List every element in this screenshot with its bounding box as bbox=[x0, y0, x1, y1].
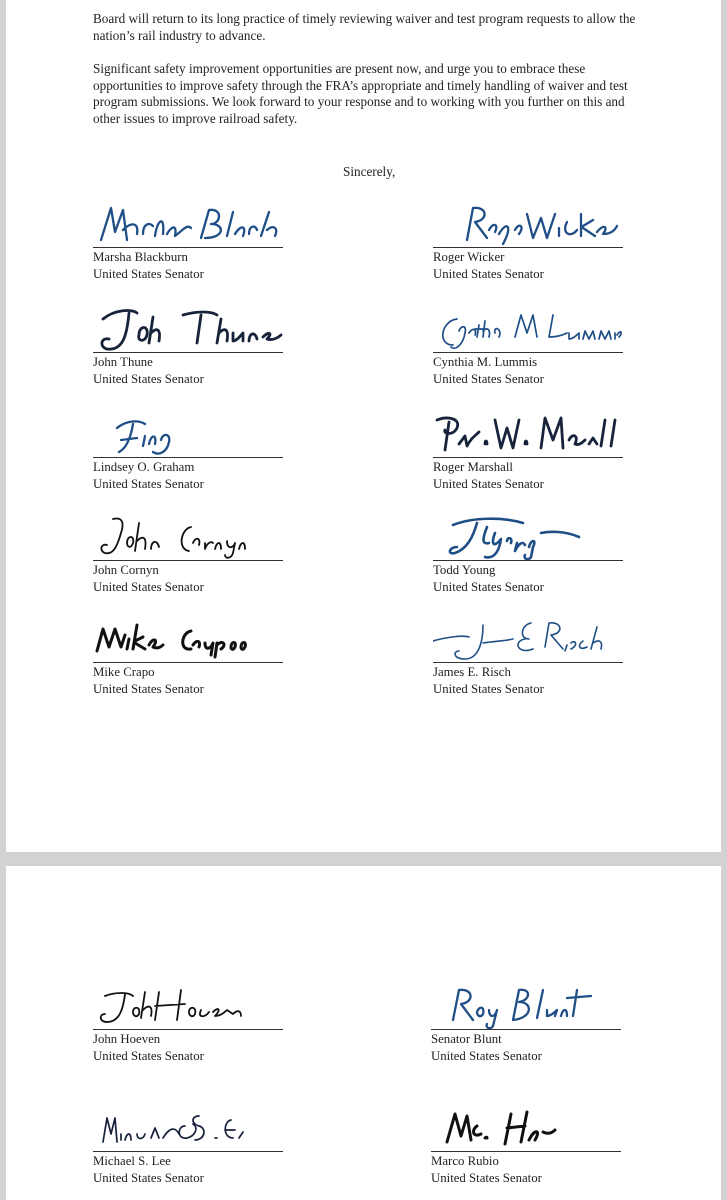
signatory-title: United States Senator bbox=[93, 372, 204, 386]
signature-blackburn bbox=[93, 200, 283, 250]
signatory-name: Cynthia M. Lummis bbox=[433, 355, 538, 369]
signature-thune bbox=[93, 305, 283, 355]
signature-blunt bbox=[431, 982, 621, 1032]
signature-crapo bbox=[93, 615, 283, 665]
signatory-name: Marco Rubio bbox=[431, 1154, 499, 1168]
signature-line bbox=[433, 247, 623, 248]
signature-line bbox=[93, 247, 283, 248]
signature-lee bbox=[93, 1104, 283, 1154]
signature-line bbox=[93, 560, 283, 561]
signatory-name: Mike Crapo bbox=[93, 665, 155, 679]
signature-risch bbox=[433, 615, 623, 665]
signatory-name: Lindsey O. Graham bbox=[93, 460, 195, 474]
signatory-title: United States Senator bbox=[433, 267, 544, 281]
signatory-title: United States Senator bbox=[433, 580, 544, 594]
signatory-name: Roger Marshall bbox=[433, 460, 513, 474]
signatory-title: United States Senator bbox=[93, 267, 204, 281]
signatory-title: United States Senator bbox=[431, 1049, 542, 1063]
signatory-title: United States Senator bbox=[93, 477, 204, 491]
signatory-title: United States Senator bbox=[433, 477, 544, 491]
signature-line bbox=[431, 1151, 621, 1152]
signature-wicker bbox=[433, 200, 623, 250]
signatory-title: United States Senator bbox=[93, 1171, 204, 1185]
signature-young bbox=[433, 513, 623, 563]
signature-line bbox=[433, 352, 623, 353]
signature-rubio bbox=[431, 1104, 621, 1154]
signature-line bbox=[93, 1029, 283, 1030]
body-paragraph-1: Board will return to its long practice of timely reviewing waiver and test program requests to allow the nation’s rail industry to advance. bbox=[93, 11, 636, 43]
signatory-name: Michael S. Lee bbox=[93, 1154, 171, 1168]
signatory-title: United States Senator bbox=[93, 1049, 204, 1063]
signatory-name: John Thune bbox=[93, 355, 153, 369]
signature-line bbox=[93, 662, 283, 663]
signatory-name: Marsha Blackburn bbox=[93, 250, 188, 264]
signature-hoeven bbox=[93, 982, 283, 1032]
signatory-title: United States Senator bbox=[433, 682, 544, 696]
signatory-name: Roger Wicker bbox=[433, 250, 505, 264]
signature-line bbox=[431, 1029, 621, 1030]
signature-line bbox=[433, 662, 623, 663]
signature-graham bbox=[93, 410, 283, 460]
closing-salutation: Sincerely, bbox=[343, 164, 396, 179]
signature-cornyn bbox=[93, 513, 283, 563]
signatory-title: United States Senator bbox=[431, 1171, 542, 1185]
signatory-title: United States Senator bbox=[93, 682, 204, 696]
signatory-name: Todd Young bbox=[433, 563, 496, 577]
signature-line bbox=[93, 1151, 283, 1152]
letter-page-2 bbox=[6, 866, 721, 1200]
signature-line bbox=[433, 560, 623, 561]
signature-line bbox=[93, 457, 283, 458]
signatory-name: James E. Risch bbox=[433, 665, 511, 679]
signatory-title: United States Senator bbox=[433, 372, 544, 386]
signature-lummis bbox=[433, 305, 623, 355]
signatory-name: John Cornyn bbox=[93, 563, 159, 577]
signatory-name: Senator Blunt bbox=[431, 1032, 502, 1046]
letter-page-1 bbox=[6, 0, 721, 852]
body-paragraph-2: Significant safety improvement opportunities are present now, and urge you to embrace these opportunities to improve safety through the FRA’s appropriate and timely handling of waiver and test program submissions. We look forward to your response and to working with you further on this and other issues to improve railroad safety. bbox=[93, 61, 628, 126]
signature-marshall bbox=[433, 410, 623, 460]
signatory-name: John Hoeven bbox=[93, 1032, 161, 1046]
signature-line bbox=[433, 457, 623, 458]
signature-line bbox=[93, 352, 283, 353]
signatory-title: United States Senator bbox=[93, 580, 204, 594]
